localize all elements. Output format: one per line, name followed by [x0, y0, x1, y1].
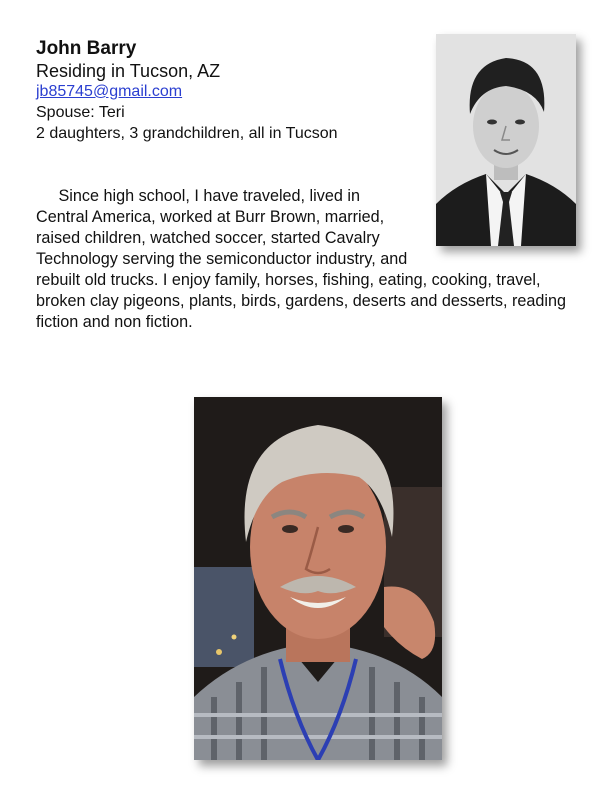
email-link[interactable]: jb85745@gmail.com	[36, 83, 183, 100]
family-text: 2 daughters, 3 grandchildren, all in Tucson	[36, 125, 338, 142]
residence-text: Residing in Tucson, AZ	[36, 61, 221, 81]
person-name: John Barry	[36, 38, 137, 59]
bio-text: Since high school, I have traveled, lived in Central America, worked at Burr Brown, married, raised children, watched soccer, started Cavalry Technology serving the semiconductor industry, and rebuilt old trucks. I enjoy family, horses, fishing, eating, cooking, travel, broken clay pigeons, plants, birds, gardens, deserts and desserts, reading fiction and non fiction.	[36, 187, 566, 331]
current-portrait-photo	[194, 397, 442, 760]
yearbook-photo	[436, 34, 576, 246]
spouse-text: Spouse: Teri	[36, 104, 125, 121]
profile-header	[36, 38, 426, 144]
bio-indent	[36, 187, 59, 205]
